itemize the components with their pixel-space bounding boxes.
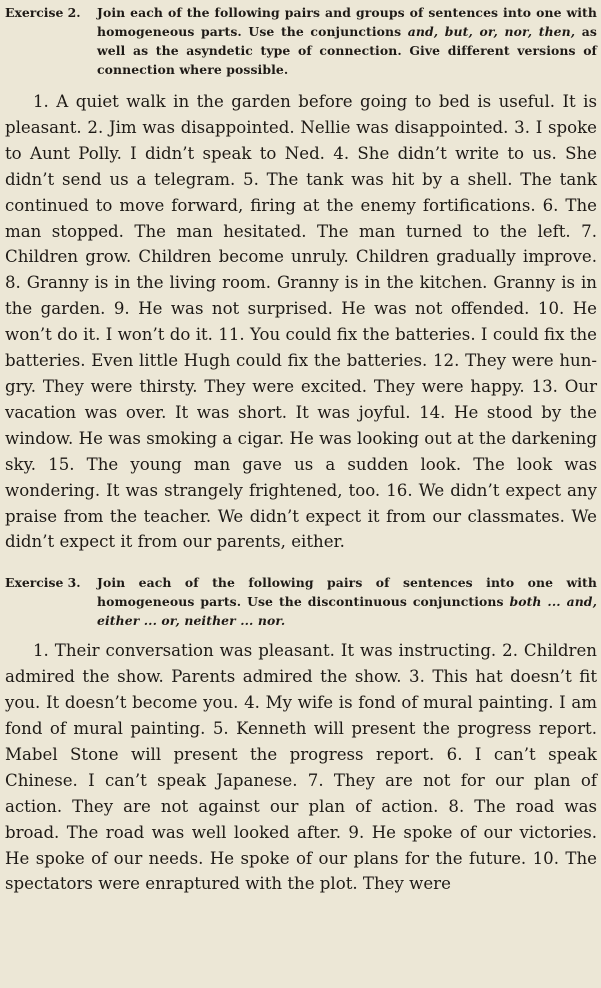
separator (532, 24, 539, 39)
exercise-2-label: Exercise 2. (5, 5, 81, 20)
instruction-text: Join each of the following pairs of sentences into one with homogeneous parts. Use the discontinuous conjunctions (97, 575, 597, 610)
exercise-3-label: Exercise 3. (5, 575, 81, 591)
exercise-3 (5, 573, 597, 897)
conjunction-then: then, (538, 24, 576, 39)
conjunction-nor: nor, (504, 24, 533, 39)
conjunction-or: or, (479, 24, 498, 39)
exercise-2-header (5, 0, 597, 79)
conjunction-both-and: both ... and, (509, 594, 597, 610)
conjunction-and: and, (407, 24, 439, 39)
exercise-3-header (5, 573, 597, 630)
separator (498, 24, 505, 39)
exercise-2-sentences: 1. A quiet walk in the garden before going to bed is useful. It is pleasant. 2. Jim was disappointed. Nellie was disappointed. 3. I spoke to Aunt Polly. I didn’t speak to Ned. 4. She didn’t write to us. She didn’t send us a telegram. 5. The tank was hit by a shell. The tank continued to move forward, firing at the enemy fortifications. 6. The man stopped. The man hesitated. The man turned to the left. 7. Children grow. Children become unruly. Children gradually improve. 8. Granny is in the living room. Granny is in the kitchen. Granny is in the garden. 9. He was not surprised. He was not offended. 10. He won’t do it. I won’t do it. 11. You could fix the batteries. I could fix the batteries. Even little Hugh could fix the batteries. 12. They were hungry. They were thirsty. They were excited. They were happy. 13. Our vacation was over. It was short. It was joyful. 14. He stood by the window. He was smoking a cigar. He was looking out at the darkening sky. 15. The young man gave us a sudden look. The look was wondering. It was strangely frightened, too. 16. We didn’t expect any praise from the teacher. We didn’t expect it from our classmates. We didn’t expect it from our parents, either. (5, 92, 597, 552)
separator (438, 24, 445, 39)
conjunction-neither-nor: neither ... nor. (184, 613, 286, 629)
exercise-2-instructions (97, 3, 597, 79)
instruction-text: Join each of the following pairs and groups of sentences into one with homogeneous parts. Use the conjunctions (97, 5, 597, 39)
exercise-2 (5, 0, 597, 555)
exercise-3-sentences: 1. Their conversation was pleasant. It was instructing. 2. Children admired the show. Parents admired the show. 3. This hat doesn’t fit you. It doesn’t become you. 4. My wife is fond of mural painting. I am fond of mural painting. 5. Kenneth will present the progress report. Mabel Stone will present the progress report. 6. I can’t speak Chinese. I can’t speak Japanese. 7. They are not for our plan of action. They are not against our plan of action. 8. The road was broad. The road was well looked after. 9. He spoke of our victories. He spoke of our needs. He spoke of our plans for the future. 10. The spectators were enraptured with the plot. They were (5, 641, 597, 894)
instruction-text: as well as the asyndetic type of connection. Give different versions of connection where possible. (97, 24, 597, 77)
exercise-3-instructions (97, 573, 597, 630)
conjunction-but: but, (444, 24, 473, 39)
conjunction-either-or: either ... or, (97, 613, 180, 629)
